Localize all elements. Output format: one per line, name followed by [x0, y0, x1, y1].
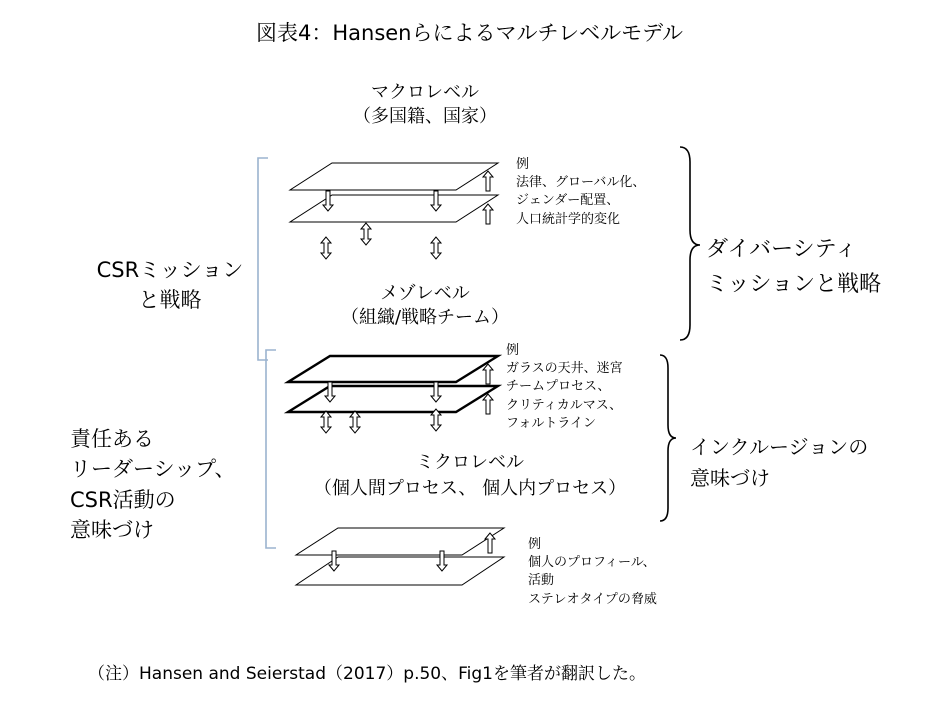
meso-level-name: メゾレベル [380, 283, 470, 304]
left-bracket-upper [258, 158, 268, 360]
double-arrow [361, 223, 371, 245]
micro-plane-bottom [296, 557, 504, 585]
double-arrow [431, 237, 441, 259]
macro-level-name: マクロレベル [371, 82, 479, 103]
example-line: ジェンダー配置、 [516, 193, 620, 209]
left-label-line: CSRミッション [96, 258, 244, 282]
meso-plane-bottom [288, 386, 498, 412]
example-line: 例 [528, 537, 542, 552]
example-line: フォルトライン [506, 415, 596, 431]
macro-level-sub: （多国籍、国家） [353, 106, 497, 127]
macro-plane-bottom [290, 195, 498, 222]
left-label-line: 意味づけ [70, 518, 154, 543]
right-bracket-lower [660, 355, 676, 521]
page-title: 図表4：Hansenらによるマルチレベルモデル [255, 21, 684, 45]
micro-level-sub: （個人間プロセス、 個人内プロセス） [313, 478, 627, 499]
micro-plane-top [296, 528, 504, 555]
micro-planes [296, 528, 504, 585]
example-line: クリティカルマス、 [506, 397, 623, 413]
example-line: チームプロセス、 [506, 379, 611, 395]
right-label-line: ミッションと戦略 [706, 272, 882, 298]
double-arrow [350, 411, 360, 433]
left-label-line: CSR活動の [70, 487, 176, 512]
example-line: 個人のプロフィール、 [528, 555, 656, 571]
micro-level-name: ミクロレベル [416, 452, 524, 473]
left-bracket-lower [266, 350, 276, 548]
macro-plane-top [290, 163, 498, 190]
footnote: （注）Hansen and Seierstad（2017）p.50、Fig1を筆者が翻訳した。 [88, 664, 646, 684]
example-line: 人口統計学的変化 [516, 211, 621, 227]
meso-plane-top [288, 356, 498, 382]
meso-planes [288, 356, 498, 414]
example-line: ガラスの天井、迷宮 [506, 361, 623, 377]
right-label-line: インクルージョンの [690, 435, 869, 459]
double-arrow [321, 237, 331, 259]
example-line: ステレオタイプの脅威 [528, 591, 657, 607]
right-label-line: 意味づけ [690, 466, 770, 490]
example-line: 活動 [528, 573, 555, 589]
right-bracket-upper [680, 147, 700, 340]
left-label-line: と戦略 [138, 288, 202, 313]
example-line: 例 [516, 157, 530, 172]
meso-level-sub: （組織/戦略チーム） [340, 307, 510, 328]
example-line: 例 [506, 343, 520, 358]
double-arrow [321, 411, 331, 433]
right-label-line: ダイバーシティ [706, 237, 857, 262]
left-label-line: リーダーシップ、 [70, 457, 236, 482]
macro-planes [290, 163, 498, 224]
example-line: 法律、グローバル化、 [516, 175, 646, 191]
left-label-line: 責任ある [70, 427, 154, 451]
